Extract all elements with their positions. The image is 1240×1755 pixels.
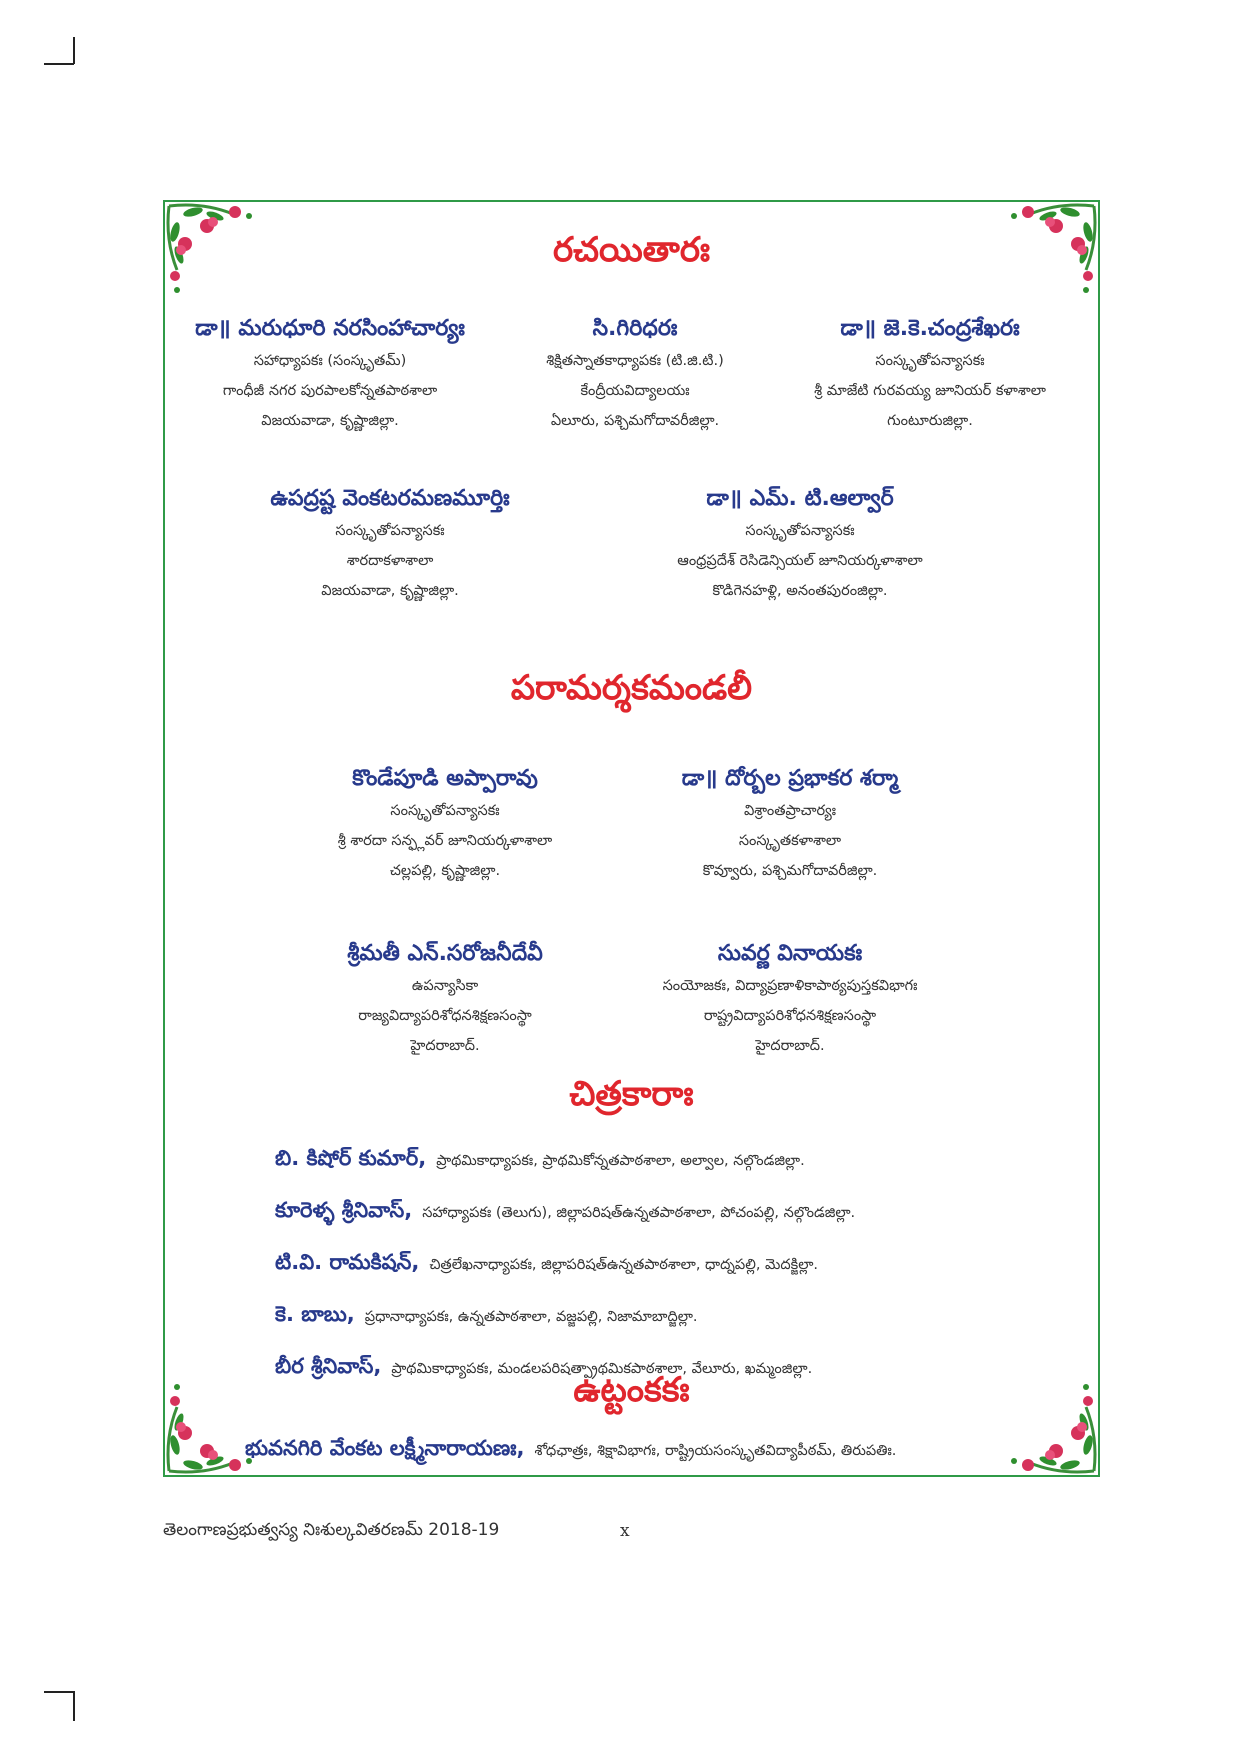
illustrator-desc: ప్రాథమికాధ్యాపకః, మండలపరిషత్ప్రాథమికపాఠశాలా, వేలూరు, ఖమ్మంజిల్లా. [391, 1361, 813, 1377]
author-card [600, 482, 1000, 606]
advisor-name: డా॥ దోర్బల ప్రభాకర శర్మా [681, 766, 899, 791]
author-line: సంస్కృతోపన్యాసకః [875, 353, 985, 369]
illustrator-row [275, 1184, 1095, 1236]
illustrator-name: బి. కిషోర్ కుమార్, [275, 1146, 427, 1170]
author-line: విజయవాడా, కృష్ణాజిల్లా. [261, 413, 399, 429]
author-name: ఉపద్రష్ట వెంకటరమణమూర్తిః [270, 486, 510, 511]
footer-text: తెలంగాణప్రభుత్వస్య నిఃశుల్కవితరణమ్ 2018-19 [163, 1520, 500, 1540]
author-line: విజయవాడా, కృష్ణాజిల్లా. [321, 583, 459, 599]
advisor-card [295, 937, 595, 1061]
illustrator-desc: చిత్రలేఖనాధ్యాపకః, జిల్లాపరిషత్ఉన్నతపాఠశాలా, ధాద్నపల్లి, మెదక్జిల్లా. [429, 1257, 818, 1273]
author-line: శారదాకళాశాలా [346, 553, 434, 569]
illustrator-name: టి.వి. రామకిషన్, [275, 1250, 420, 1274]
advisor-line: సంస్కృతోపన్యాసకః [390, 803, 500, 819]
crop-mark-top-v [73, 37, 75, 64]
illustrator-name: కూరెళ్ళ శ్రీనివాస్, [275, 1198, 413, 1222]
illustrator-row [275, 1132, 1095, 1184]
advisor-line: శ్రీ శారదా సన్ఫ్లవర్ జూనియర్కళాశాలా [337, 833, 553, 849]
advisor-line: విశ్రాంతప్రాచార్యః [743, 803, 837, 819]
typesetter-name: భువనగిరి వేంకట లక్ష్మీనారాయణః, [245, 1436, 525, 1460]
advisor-card [610, 937, 970, 1061]
authors-heading: రచయితారః [552, 230, 711, 270]
advisor-line: రాష్ట్రవిద్యాపరిశోధనశిక్షణసంస్థా [703, 1008, 877, 1024]
typesetter-desc: శోధఛాత్రః, శిక్షావిభాగః, రాష్ట్రియసంస్కృతవిద్యాపీఠమ్, తిరుపతిః. [534, 1443, 897, 1459]
author-card [210, 482, 570, 606]
author-line: సంస్కృతోపన్యాసకః [745, 523, 855, 539]
illustrators-heading: చిత్రకారాః [569, 1074, 694, 1114]
advisor-name: కొండేపూడి అప్పారావు [352, 766, 538, 791]
advisor-line: ఉపన్యాసికా [411, 978, 479, 994]
author-line: శ్రీ మాజేటి గురవయ్య జూనియర్ కళాశాలా [814, 383, 1046, 399]
author-name: డా॥ మరుధూరి నరసింహాచార్యః [195, 316, 465, 341]
typesetter-row [245, 1422, 1045, 1474]
author-line: ఏలూరు, పశ్చిమగోదావరీజిల్లా. [550, 413, 720, 429]
author-name: డా॥ ఎమ్. టి.ఆల్వార్ [706, 486, 894, 511]
author-line: కొడిగెనహళ్లి, అనంతపురంజిల్లా. [712, 583, 888, 599]
typesetter-heading: ఉట్టంకకః [573, 1370, 690, 1410]
advisor-name: శ్రీమతీ ఎన్.సరోజనీదేవీ [347, 941, 543, 966]
advisor-card [630, 762, 950, 886]
advisor-line: సంయోజకః, విద్యాప్రణాళికాపాఠ్యపుస్తకవిభాగః [662, 978, 918, 994]
advisor-line: చల్లపల్లి, కృష్ణాజిల్లా. [389, 863, 501, 879]
author-line: సంస్కృతోపన్యాసకః [335, 523, 445, 539]
advisor-name: సువర్ణ వినాయకః [717, 941, 863, 966]
author-line: సహాధ్యాపకః (సంస్కృతమ్) [253, 353, 407, 369]
author-line: ఆంధ్రప్రదేశ్ రెసిడెన్సియల్ జూనియర్కళాశాలా [677, 553, 923, 569]
crop-mark-top-h [44, 63, 74, 65]
advisor-card [295, 762, 595, 886]
author-line: కేంద్రీయవిద్యాలయః [580, 383, 690, 399]
advisor-line: కొవ్వూరు, పశ్చిమగోదావరీజిల్లా. [702, 863, 878, 879]
author-card [490, 312, 780, 436]
advisor-line: సంస్కృతకళాశాలా [738, 833, 842, 849]
author-line: గాంధీజీ నగర పురపాలకోన్నతపాఠశాలా [222, 383, 438, 399]
author-name: డా॥ జె.కె.చంద్రశేఖరః [840, 316, 1020, 341]
author-name: సి.గిరిధరః [592, 316, 678, 341]
illustrator-desc: ప్రధానాధ్యాపకః, ఉన్నతపాఠశాలా, వజ్జపల్లి, నిజామాబాద్జిల్లా. [364, 1309, 698, 1325]
advisor-line: రాజ్యవిద్యాపరిశోధనశిక్షణసంస్థా [358, 1008, 532, 1024]
illustrators-list [275, 1132, 1095, 1392]
illustrator-desc: సహాధ్యాపకః (తెలుగు), జిల్లాపరిషత్ఉన్నతపాఠశాలా, పోచంపల్లి, నల్గొండజిల్లా. [422, 1205, 856, 1221]
illustrator-row [275, 1236, 1095, 1288]
advisors-heading: పరామర్శకమండలీ [510, 668, 753, 708]
page-number: x [620, 1521, 630, 1541]
illustrator-desc: ప్రాథమికాధ్యాపకః, ప్రాథమికోన్నతపాఠశాలా, అల్వాల, నల్గొండజిల్లా. [436, 1153, 805, 1169]
illustrator-name: కె. బాబు, [275, 1302, 355, 1326]
decorative-frame [163, 200, 1100, 1477]
author-card [770, 312, 1090, 436]
advisor-line: హైదరాబాద్. [410, 1038, 480, 1054]
illustrator-name: బీర శ్రీనివాస్, [275, 1354, 382, 1378]
author-card [170, 312, 490, 436]
advisor-line: హైదరాబాద్. [755, 1038, 825, 1054]
author-line: శిక్షితస్నాతకాధ్యాపకః (టి.జి.టి.) [546, 353, 724, 369]
crop-mark-bottom-h [44, 1691, 74, 1693]
illustrator-row [275, 1288, 1095, 1340]
author-line: గుంటూరుజిల్లా. [887, 413, 973, 429]
crop-mark-bottom-v [73, 1691, 75, 1721]
